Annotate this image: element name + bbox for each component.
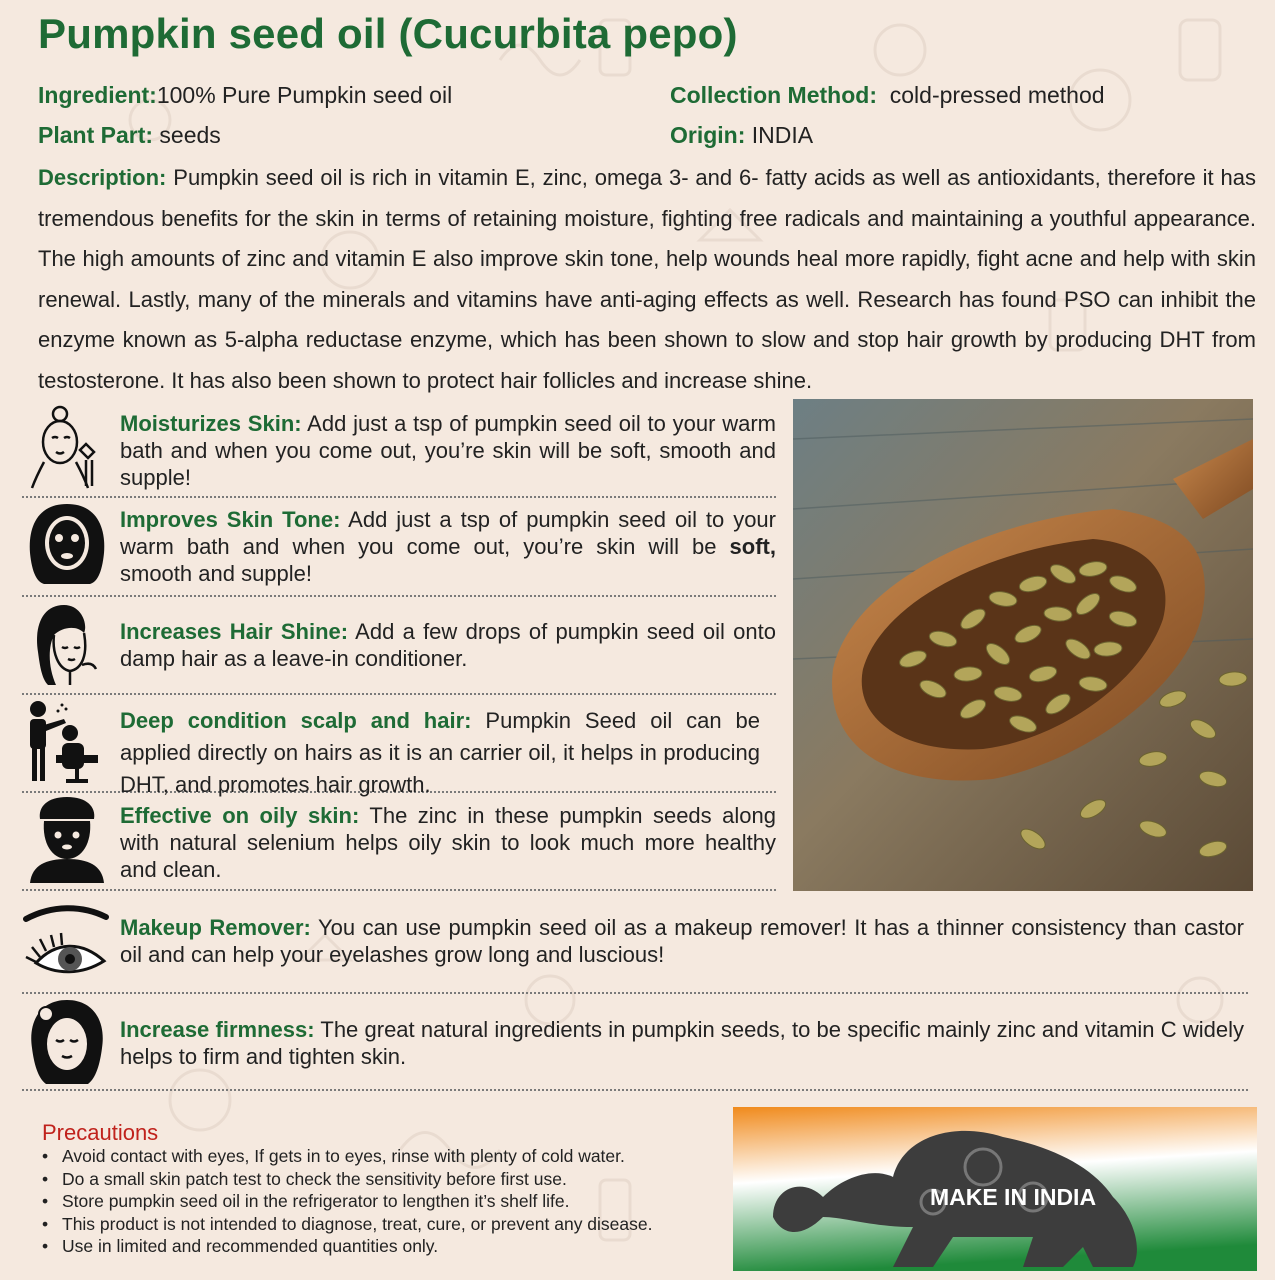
benefit-label: Increase firmness: xyxy=(120,1017,315,1042)
benefit-text xyxy=(120,802,776,883)
benefit-label: Makeup Remover: xyxy=(120,915,311,940)
woman-face-icon xyxy=(22,996,112,1086)
benefit-desc-bold: soft, xyxy=(729,534,776,559)
benefit-desc: The zinc in these pumpkin seeds along with natural selenium helps oily skin to look much more healthy and clean. xyxy=(120,803,776,882)
benefit-label: Improves Skin Tone: xyxy=(120,507,341,532)
benefit-increase-firmness xyxy=(22,996,1248,1091)
benefit-text xyxy=(120,1016,1244,1070)
ingredient-value: 100% Pure Pumpkin seed oil xyxy=(156,82,453,108)
benefit-label: Deep condition scalp and hair: xyxy=(120,708,472,733)
benefit-text xyxy=(120,914,1244,968)
benefit-desc: Add a few drops of pumpkin seed oil onto damp hair as a leave-in conditioner. xyxy=(120,619,776,671)
benefit-increases-hair-shine xyxy=(22,597,776,695)
origin-value: INDIA xyxy=(751,122,814,148)
benefit-desc: The great natural ingredients in pumpkin seeds, to be specific mainly zinc and vitamin C widely helps to firm and tighten skin. xyxy=(120,1017,1245,1069)
make-in-india-text: MAKE IN INDIA xyxy=(929,1184,1097,1210)
ingredient-row xyxy=(38,82,452,109)
precaution-item: • This product is not intended to diagnose, treat, cure, or prevent any disease. xyxy=(42,1213,690,1236)
benefit-desc-part-b: smooth and supple! xyxy=(120,561,313,586)
origin-label: Origin: xyxy=(670,122,746,148)
woman-hair-icon xyxy=(22,597,112,687)
eye-lashes-icon xyxy=(22,891,112,981)
benefit-text xyxy=(120,618,776,672)
benefit-text xyxy=(120,705,760,801)
benefit-effective-on-oily-skin xyxy=(22,793,776,891)
collection-method-value: cold-pressed method xyxy=(889,82,1105,108)
collection-method-label: Collection Method: xyxy=(670,82,877,108)
benefit-deep-condition xyxy=(22,695,776,797)
towel-facial-icon xyxy=(22,793,112,883)
benefit-improves-skin-tone xyxy=(22,498,776,597)
benefit-label: Moisturizes Skin: xyxy=(120,411,302,436)
ingredient-label: Ingredient: xyxy=(38,82,157,108)
benefit-moisturizes-skin xyxy=(22,402,776,498)
benefit-label: Effective on oily skin: xyxy=(120,803,360,828)
origin-row xyxy=(670,122,813,149)
benefit-makeup-remover xyxy=(22,891,1248,994)
description-text: Pumpkin seed oil is rich in vitamin E, zinc, omega 3- and 6- fatty acids as well as antioxidants, therefore it has tremendous benefits for the skin in terms of retaining moisture, fighting free radicals and maintaining a youthful appearance. The high amounts of zinc and vitamin E also improve skin tone, help wounds heal more rapidly, fight acne and help with skin renewal. Lastly, many of the minerals and vitamins have anti-aging effects as well. Research has found PSO can inhibit the enzyme known as 5-alpha reductase enzyme, which has been shown to slow and stop hair growth by producing DHT from testosterone. It has also been shown to protect hair follicles and increase shine. xyxy=(38,165,1256,393)
pumpkin-seeds-scoop-photo xyxy=(793,399,1253,891)
hair-salon-icon xyxy=(22,695,112,785)
benefit-label: Increases Hair Shine: xyxy=(120,619,349,644)
page-title: Pumpkin seed oil (Cucurbita pepo) xyxy=(38,10,738,57)
precaution-item: • Avoid contact with eyes, If gets in to eyes, rinse with plenty of cold water. xyxy=(42,1145,690,1168)
face-mask-icon xyxy=(22,498,112,588)
benefit-desc: Add just a tsp of pumpkin seed oil to your warm bath and when you come out, you’re skin will be soft, smooth and supple! xyxy=(120,411,776,490)
face-cream-icon xyxy=(22,402,112,492)
benefit-desc-part-a: Add just a tsp of pumpkin seed oil to your warm bath and when you come out, you’re skin will be xyxy=(120,507,776,559)
precaution-item: • Use in limited and recommended quantities only. xyxy=(42,1235,690,1258)
precautions-list xyxy=(42,1145,690,1258)
collection-method-row xyxy=(670,82,1105,109)
plant-part-value: seeds xyxy=(159,122,221,148)
benefit-text xyxy=(120,506,776,587)
precaution-item: • Do a small skin patch test to check the sensitivity before first use. xyxy=(42,1168,690,1191)
make-in-india-logo xyxy=(733,1107,1257,1271)
precaution-item: • Store pumpkin seed oil in the refrigerator to lengthen it’s shelf life. xyxy=(42,1190,690,1213)
description-label: Description: xyxy=(38,165,167,190)
benefit-desc: You can use pumpkin seed oil as a makeup remover! It has a thinner consistency than castor oil and can help your eyelashes grow long and luscious! xyxy=(120,915,1244,967)
benefit-desc: Pumpkin Seed oil can be applied directly on hairs as it is an carrier oil, it helps in producing DHT, and promotes hair growth. xyxy=(120,708,760,797)
precautions-title: Precautions xyxy=(42,1120,159,1145)
benefit-text xyxy=(120,410,776,491)
plant-part-label: Plant Part: xyxy=(38,122,154,148)
description xyxy=(38,158,1256,401)
plant-part-row xyxy=(38,122,221,149)
